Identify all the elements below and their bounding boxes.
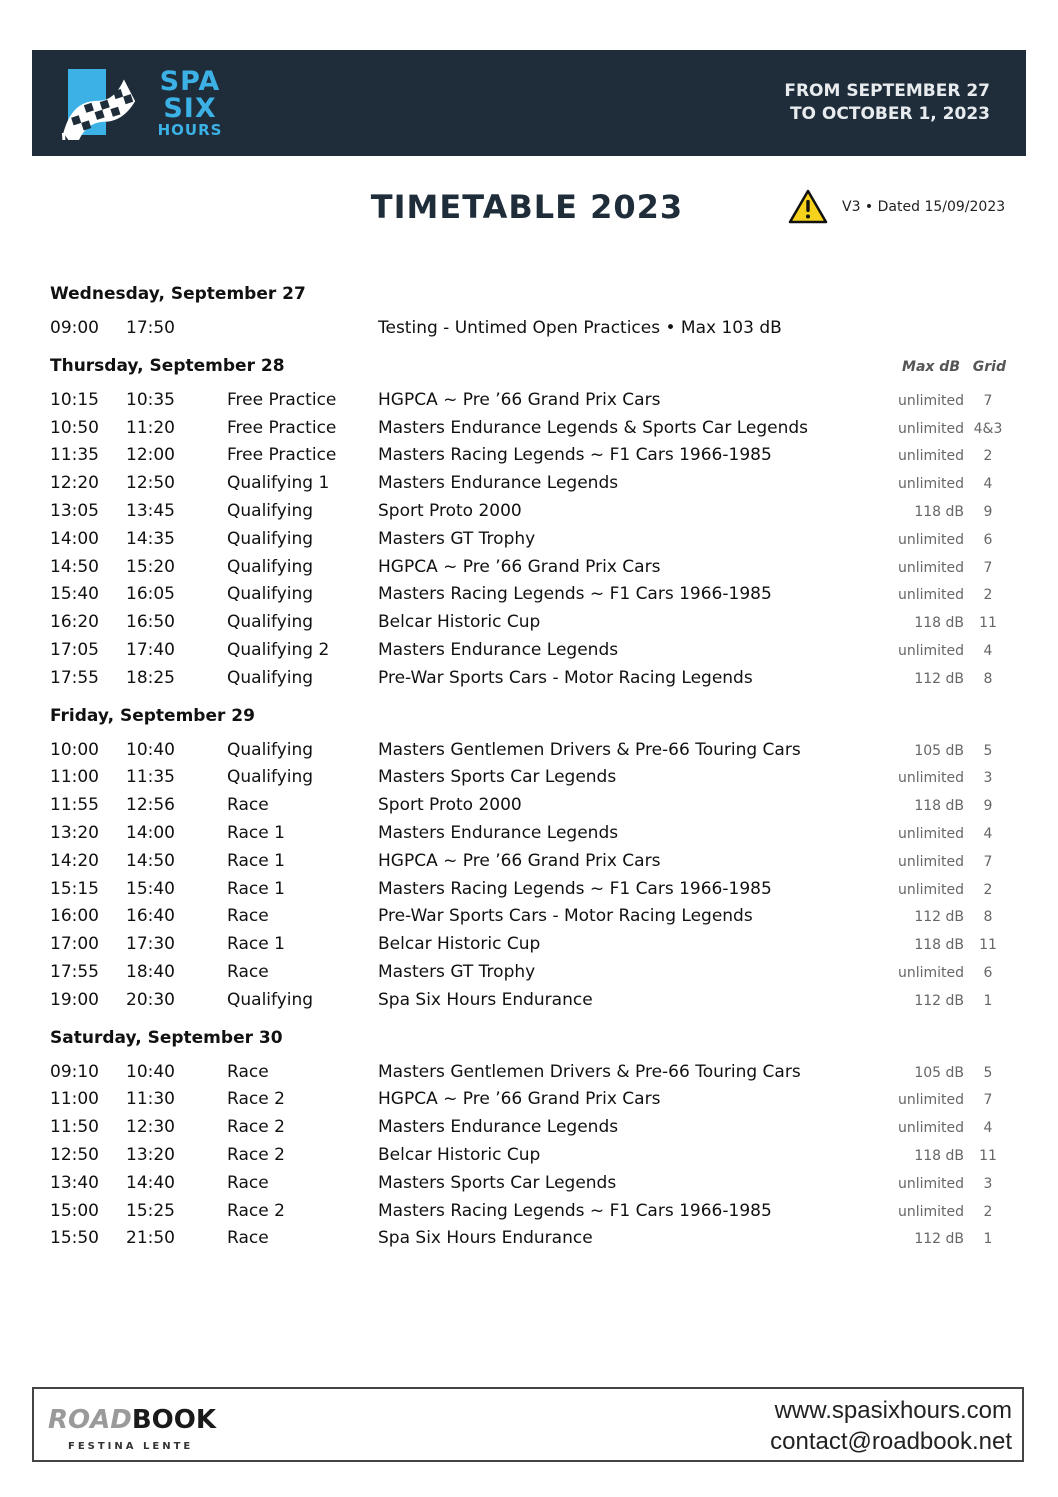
grid-number: 1 [983,992,993,1009]
session-type: Qualifying [227,667,314,688]
event-name: Masters Sports Car Legends [378,1172,617,1193]
start-time: 13:40 [50,1172,99,1193]
table-row [50,1141,1010,1169]
day-title: Wednesday, September 27 [50,284,306,304]
table-row [50,525,1010,553]
end-time: 21:50 [126,1228,175,1249]
max-db: 112 dB [914,1231,964,1248]
session-type: Race [227,961,269,982]
roadbook-book: BOOK [131,1405,216,1435]
grid-number: 4 [983,1120,993,1137]
start-time: 15:15 [50,878,99,899]
grid-number: 7 [983,853,993,870]
event-name: HGPCA ~ Pre ’66 Grand Prix Cars [378,1089,661,1110]
end-time: 10:35 [126,389,175,410]
start-time: 15:00 [50,1200,99,1221]
event-name: Masters Racing Legends ~ F1 Cars 1966-1985 [378,878,772,899]
end-time: 10:40 [126,739,175,760]
end-time: 14:50 [126,850,175,871]
table-row [50,314,1010,342]
day-title: Thursday, September 28 [50,355,285,376]
event-name: Masters Endurance Legends [378,822,619,843]
max-db: 105 dB [914,1064,964,1081]
max-db: unlimited [897,448,964,465]
grid-number: 8 [983,909,993,926]
timetable [50,284,1010,1252]
table-row [50,763,1010,791]
max-db: unlimited [897,420,964,437]
logo-line-spa: SPA [159,66,221,97]
table-row [50,469,1010,497]
end-time: 12:56 [126,795,175,816]
grid-number: 7 [983,1092,993,1109]
start-time: 10:50 [50,417,99,438]
session-type: Free Practice [227,389,337,410]
session-type: Race 1 [227,878,285,899]
end-time: 20:30 [126,989,175,1010]
day-sessions [50,314,1010,342]
roadbook-tagline: FESTINA LENTE [68,1441,194,1452]
session-type: Qualifying [227,556,314,577]
start-time: 17:00 [50,934,99,955]
version-note: V3 • Dated 15/09/2023 [842,199,1006,215]
table-row [50,553,1010,581]
max-db: 112 dB [914,670,964,687]
day-sessions [50,1058,1010,1253]
grid-number: 11 [979,937,997,954]
grid-number: 6 [983,964,993,981]
max-db: unlimited [897,476,964,493]
start-time: 10:15 [50,389,99,410]
table-row [50,664,1010,692]
grid-number: 4 [983,825,993,842]
session-type: Race 2 [227,1200,285,1221]
table-row [50,791,1010,819]
end-time: 11:35 [126,767,175,788]
start-time: 11:00 [50,1089,99,1110]
session-type: Qualifying 2 [227,639,330,660]
max-db: unlimited [897,964,964,981]
max-db: 118 dB [914,615,964,632]
table-row [50,1169,1010,1197]
event-name: Masters Racing Legends ~ F1 Cars 1966-1985 [378,445,772,466]
grid-number: 5 [983,742,993,759]
event-name: Masters Gentlemen Drivers & Pre-66 Touring Cars [378,1061,801,1082]
session-type: Free Practice [227,445,337,466]
end-time: 15:40 [126,878,175,899]
session-type: Race 2 [227,1144,285,1165]
warning-triangle-icon [788,189,828,225]
table-row [50,386,1010,414]
roadbook-road: ROAD [48,1405,132,1435]
grid-number: 5 [983,1064,993,1081]
session-type: Free Practice [227,417,337,438]
event-name: Masters Endurance Legends & Sports Car Legends [378,417,809,438]
max-db: unlimited [897,1203,964,1220]
table-row [50,1224,1010,1252]
table-row [50,441,1010,469]
logo-line-six: SIX [163,93,217,124]
max-db: 112 dB [914,909,964,926]
max-db: unlimited [897,392,964,409]
end-time: 12:00 [126,445,175,466]
max-db: 118 dB [914,1147,964,1164]
session-type: Race [227,1228,269,1249]
grid-number: 2 [983,587,993,604]
max-db: unlimited [897,1092,964,1109]
table-row [50,636,1010,664]
day-title: Saturday, September 30 [50,1027,283,1048]
session-type: Race 2 [227,1089,285,1110]
max-db: unlimited [897,825,964,842]
session-type: Qualifying [227,989,314,1010]
day-header [50,356,1010,380]
start-time: 16:00 [50,906,99,927]
session-type: Qualifying [227,612,314,633]
day-header [50,706,1010,730]
start-time: 11:50 [50,1117,99,1138]
grid-number: 7 [983,559,993,576]
table-row [50,1113,1010,1141]
table-row [50,580,1010,608]
session-type: Race 1 [227,934,285,955]
max-db: 118 dB [914,798,964,815]
session-type: Qualifying 1 [227,473,330,494]
grid-number: 4&3 [973,420,1003,437]
event-name: Masters GT Trophy [378,961,536,982]
start-time: 19:00 [50,989,99,1010]
start-time: 17:55 [50,667,99,688]
end-time: 14:00 [126,822,175,843]
grid-number: 9 [983,503,993,520]
table-row [50,902,1010,930]
grid-number: 4 [983,642,993,659]
max-db: unlimited [897,881,964,898]
start-time: 14:20 [50,850,99,871]
event-name: Spa Six Hours Endurance [378,989,593,1010]
event-name: Masters GT Trophy [378,528,536,549]
table-row [50,1197,1010,1225]
header-banner [32,50,1026,156]
max-db: unlimited [897,1175,964,1192]
table-row [50,1085,1010,1113]
max-db: unlimited [897,642,964,659]
end-time: 15:25 [126,1200,175,1221]
end-time: 18:40 [126,961,175,982]
max-db: 118 dB [914,937,964,954]
session-type: Race [227,906,269,927]
grid-number: 6 [983,531,993,548]
dates-line-2: TO OCTOBER 1, 2023 [789,104,990,124]
end-time: 17:40 [126,639,175,660]
end-time: 11:30 [126,1089,175,1110]
event-name: Masters Gentlemen Drivers & Pre-66 Touring Cars [378,739,801,760]
grid-number: 2 [983,448,993,465]
event-name: HGPCA ~ Pre ’66 Grand Prix Cars [378,850,661,871]
day-header [50,284,1010,308]
start-time: 12:20 [50,473,99,494]
table-row [50,958,1010,986]
session-type: Qualifying [227,739,314,760]
end-time: 13:45 [126,500,175,521]
day-header [50,1028,1010,1052]
grid-number: 2 [983,881,993,898]
end-time: 15:20 [126,556,175,577]
roadbook-logo[interactable] [48,1405,216,1452]
end-time: 18:25 [126,667,175,688]
end-time: 17:30 [126,934,175,955]
start-time: 11:55 [50,795,99,816]
event-name: Pre-War Sports Cars - Motor Racing Legends [378,906,753,927]
spa-six-hours-logo[interactable] [52,66,232,140]
event-name: Masters Endurance Legends [378,1117,619,1138]
event-name: Sport Proto 2000 [378,500,522,521]
start-time: 16:20 [50,612,99,633]
end-time: 16:05 [126,584,175,605]
email-link[interactable]: contact@roadbook.net [770,1428,1012,1455]
grid-number: 7 [983,392,993,409]
session-type: Qualifying [227,584,314,605]
max-db: unlimited [897,559,964,576]
checkered-flag-icon [52,66,142,140]
session-type: Race 2 [227,1117,285,1138]
event-name: Spa Six Hours Endurance [378,1228,593,1249]
session-type: Qualifying [227,528,314,549]
website-link[interactable]: www.spasixhours.com [774,1397,1012,1424]
event-name: HGPCA ~ Pre ’66 Grand Prix Cars [378,389,661,410]
table-row [50,1058,1010,1086]
max-db: unlimited [897,1120,964,1137]
max-db: 118 dB [914,503,964,520]
day-sessions [50,386,1010,692]
start-time: 13:05 [50,500,99,521]
table-row [50,497,1010,525]
event-name: Masters Racing Legends ~ F1 Cars 1966-1985 [378,584,772,605]
start-time: 10:00 [50,739,99,760]
event-name: Sport Proto 2000 [378,795,522,816]
max-db: unlimited [897,587,964,604]
start-time: 14:50 [50,556,99,577]
event-name: Testing - Untimed Open Practices • Max 103 dB [378,318,782,338]
page-title: TIMETABLE 2023 [370,188,684,226]
grid-number: 3 [983,770,993,787]
grid-header: Grid [972,358,1006,375]
grid-number: 11 [979,1147,997,1164]
max-db: unlimited [897,531,964,548]
start-time: 09:10 [50,1061,99,1082]
max-db: unlimited [897,770,964,787]
grid-number: 11 [979,615,997,632]
end-time: 10:40 [126,1061,175,1082]
logo-wordmark [140,68,240,138]
end-time: 16:40 [126,906,175,927]
table-row [50,847,1010,875]
end-time: 12:30 [126,1117,175,1138]
table-row [50,930,1010,958]
event-name: Belcar Historic Cup [378,612,541,633]
grid-number: 4 [983,476,993,493]
start-time: 17:55 [50,961,99,982]
end-time: 16:50 [126,612,175,633]
event-name: HGPCA ~ Pre ’66 Grand Prix Cars [378,556,661,577]
session-type: Race 1 [227,822,285,843]
table-row [50,414,1010,442]
footer [32,1387,1024,1462]
start-time: 11:00 [50,767,99,788]
event-name: Masters Endurance Legends [378,473,619,494]
dates-line-1: FROM SEPTEMBER 27 [784,81,990,101]
end-time: 12:50 [126,473,175,494]
session-type: Race [227,795,269,816]
session-type: Race 1 [227,850,285,871]
start-time: 17:05 [50,639,99,660]
max-db: unlimited [897,853,964,870]
event-name: Belcar Historic Cup [378,934,541,955]
table-row [50,608,1010,636]
logo-line-hours: HOURS [157,121,223,139]
contact-info [770,1395,1012,1457]
start-time: 09:00 [50,318,99,338]
grid-number: 2 [983,1203,993,1220]
session-type: Qualifying [227,500,314,521]
end-time: 11:20 [126,417,175,438]
start-time: 15:40 [50,584,99,605]
event-dates [784,80,990,126]
event-name: Masters Racing Legends ~ F1 Cars 1966-1985 [378,1200,772,1221]
event-name: Belcar Historic Cup [378,1144,541,1165]
grid-number: 9 [983,798,993,815]
max-db: 112 dB [914,992,964,1009]
grid-number: 8 [983,670,993,687]
max-db: 105 dB [914,742,964,759]
table-row [50,875,1010,903]
start-time: 12:50 [50,1144,99,1165]
end-time: 14:35 [126,528,175,549]
grid-number: 1 [983,1231,993,1248]
day-title: Friday, September 29 [50,705,255,726]
event-name: Masters Sports Car Legends [378,767,617,788]
start-time: 13:20 [50,822,99,843]
event-name: Pre-War Sports Cars - Motor Racing Legends [378,667,753,688]
session-type: Race [227,1061,269,1082]
day-sessions [50,736,1010,1014]
end-time: 13:20 [126,1144,175,1165]
session-type: Race [227,1172,269,1193]
start-time: 11:35 [50,445,99,466]
table-row [50,986,1010,1014]
end-time: 14:40 [126,1172,175,1193]
end-time: 17:50 [126,318,175,338]
grid-number: 3 [983,1175,993,1192]
max-db-header: Max dB [902,358,960,375]
event-name: Masters Endurance Legends [378,639,619,660]
table-row [50,819,1010,847]
session-type: Qualifying [227,767,314,788]
table-row [50,736,1010,764]
start-time: 14:00 [50,528,99,549]
start-time: 15:50 [50,1228,99,1249]
